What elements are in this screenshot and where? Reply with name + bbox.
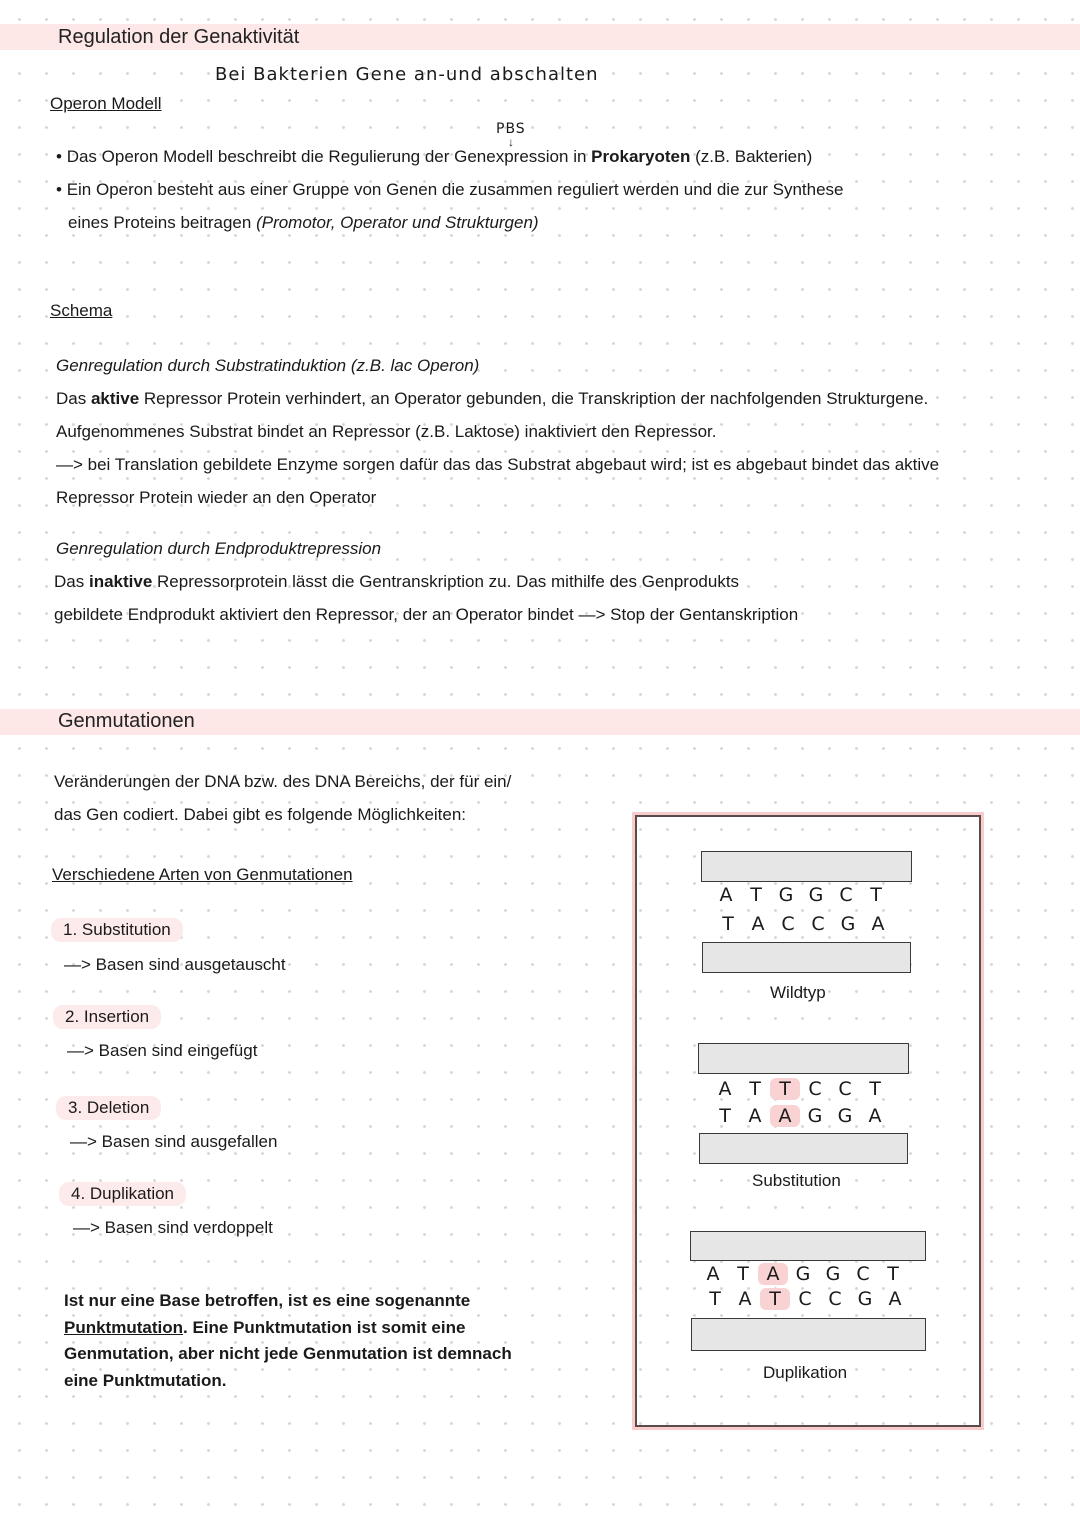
bullet-dot: • bbox=[56, 180, 62, 199]
bases-substitution-top: A T T C C T bbox=[718, 1078, 881, 1100]
caption-duplikation: Duplikation bbox=[763, 1363, 848, 1382]
page-title: Regulation der Genaktivität bbox=[58, 26, 300, 48]
bases-duplikation-top: A T A G G C T bbox=[706, 1263, 899, 1285]
bullet-1-text: Das Operon Modell beschreibt die Regulierung der Genexpression in Prokaryoten (z.B. Bakterien) bbox=[66, 147, 813, 166]
induction-line-2: Aufgenommenes Substrat bindet an Repressor (z.B. Laktose) inaktiviert den Repressor. bbox=[56, 422, 717, 441]
type-label-insertion: 2. Insertion bbox=[53, 1005, 161, 1029]
bases-substitution-bottom: T A A G G A bbox=[719, 1105, 882, 1127]
bullet-1 bbox=[56, 140, 812, 173]
type-desc-substitution: —> Basen sind ausgetauscht bbox=[64, 955, 286, 974]
caption-substitution: Substitution bbox=[752, 1171, 841, 1190]
induction-title: Genregulation durch Substratinduktion (z.B. lac Operon) bbox=[56, 356, 480, 375]
induction-line-4: Repressor Protein wieder an den Operator bbox=[56, 488, 377, 507]
caption-wildtyp: Wildtyp bbox=[770, 983, 826, 1002]
type-label-duplikation: 4. Duplikation bbox=[59, 1182, 186, 1206]
types-heading: Verschiedene Arten von Genmutationen bbox=[52, 865, 353, 884]
handwritten-note: Bei Bakterien Gene an-und abschalten bbox=[215, 64, 599, 85]
type-desc-insertion: —> Basen sind eingefügt bbox=[67, 1041, 258, 1060]
dna-strand-substitution-bottom bbox=[699, 1133, 908, 1164]
repression-line-2: gebildete Endprodukt aktiviert den Repressor, der an Operator bindet —> Stop der Gentanskription bbox=[54, 605, 799, 624]
bullet-2 bbox=[56, 173, 843, 206]
type-desc-duplikation: —> Basen sind verdoppelt bbox=[73, 1218, 273, 1237]
dna-strand-duplikation-top bbox=[690, 1231, 926, 1261]
pbs-arrow-icon: ↓ bbox=[508, 135, 514, 149]
intro-line-1: Veränderungen der DNA bzw. des DNA Bereichs, der für ein/ bbox=[54, 772, 512, 791]
type-desc-deletion: —> Basen sind ausgefallen bbox=[70, 1132, 278, 1151]
operon-heading: Operon Modell bbox=[50, 94, 162, 113]
intro-line-2: das Gen codiert. Dabei gibt es folgende Möglichkeiten: bbox=[54, 805, 467, 824]
dna-strand-wildtyp-top bbox=[701, 851, 912, 882]
section-title-genmutationen: Genmutationen bbox=[58, 710, 195, 732]
bases-duplikation-bottom: T A T C C G A bbox=[709, 1288, 902, 1310]
type-label-substitution: 1. Substitution bbox=[51, 918, 183, 942]
repression-title: Genregulation durch Endproduktrepression bbox=[56, 539, 382, 558]
point-mutation-note: Ist nur eine Base betroffen, ist es eine sogenannte Punktmutation. Eine Punktmutation ist somit eine Genmutation, aber nicht jede Genmutation ist demnach eine Punktmutation. bbox=[64, 1291, 512, 1390]
schema-heading: Schema bbox=[50, 301, 113, 320]
type-label-deletion: 3. Deletion bbox=[56, 1096, 161, 1120]
bullet-2-line-1: Ein Operon besteht aus einer Gruppe von Genen die zusammen reguliert werden und die zur Synthese bbox=[66, 180, 844, 199]
repression-line-1: Das inaktive Repressorprotein lässt die Gentranskription zu. Das mithilfe des Genprodukts bbox=[54, 572, 740, 591]
induction-line-3: —> bei Translation gebildete Enzyme sorgen dafür das das Substrat abgebaut wird; ist es abgebaut bindet das aktive bbox=[56, 455, 940, 474]
bases-wildtyp-top: A T G G C T bbox=[719, 884, 882, 906]
dna-strand-substitution-top bbox=[698, 1043, 909, 1074]
dna-strand-duplikation-bottom bbox=[691, 1318, 926, 1351]
bases-wildtyp-bottom: T A C C G A bbox=[722, 913, 885, 935]
induction-line-1: Das aktive Repressor Protein verhindert, an Operator gebunden, die Transkription der nachfolgenden Strukturgene. bbox=[56, 389, 929, 408]
bullet-dot: • bbox=[56, 147, 62, 166]
pbs-note: PBS bbox=[496, 121, 526, 137]
bullet-2-line-2: eines Proteins beitragen (Promotor, Operator und Strukturgen) bbox=[68, 213, 539, 232]
dna-strand-wildtyp-bottom bbox=[702, 942, 911, 973]
